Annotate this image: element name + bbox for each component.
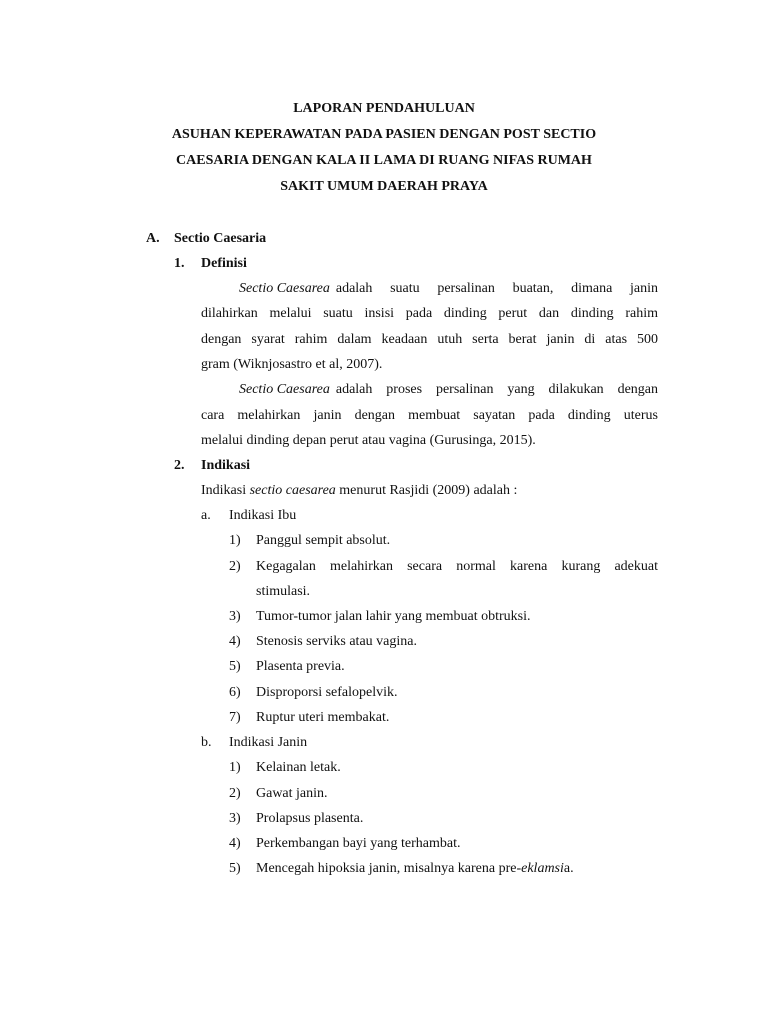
indikasi-janin-marker: b.	[201, 735, 212, 750]
definisi-marker: 1.	[174, 256, 185, 271]
definisi-p2-italic-term: Sectio Caesarea	[239, 382, 330, 397]
report-subtitle-line-3: SAKIT UMUM DAERAH PRAYA	[280, 179, 488, 194]
ibu-item-4-num: 4)	[229, 634, 241, 649]
definisi-p2-line-1	[239, 382, 658, 398]
janin-item-5-before: Mencegah hipoksia janin, misalnya karena pre-	[256, 861, 522, 876]
janin-item-3-text: Prolapsus plasenta.	[256, 811, 364, 826]
report-title: LAPORAN PENDAHULUAN	[293, 101, 475, 116]
ibu-item-5-num: 5)	[229, 659, 241, 674]
report-subtitle-line-2: CAESARIA DENGAN KALA II LAMA DI RUANG NIFAS RUMAH	[176, 153, 592, 168]
ibu-item-2-line-1	[256, 559, 658, 575]
janin-item-4-num: 4)	[229, 836, 241, 851]
definisi-p1-line-3	[201, 332, 658, 348]
definisi-p1-line-1	[239, 281, 658, 297]
report-subtitle-line-1: ASUHAN KEPERAWATAN PADA PASIEN DENGAN POST SECTIO	[171, 127, 597, 142]
ibu-item-2-num: 2)	[229, 559, 241, 574]
ibu-item-2-cont: stimulasi.	[256, 584, 311, 599]
definisi-p1-line-3-text: dengan syarat rahim dalam keadaan utuh serta berat janin di atas 500	[201, 332, 658, 347]
definisi-p2-line-2	[201, 408, 658, 424]
janin-item-2-num: 2)	[229, 786, 241, 801]
indikasi-ibu-marker: a.	[201, 508, 211, 523]
janin-item-5-num: 5)	[229, 861, 241, 876]
janin-item-5-after: a.	[563, 861, 574, 876]
definisi-p2-line-1-text: adalah proses persalinan yang dilakukan dengan	[335, 382, 658, 397]
janin-item-2-text: Gawat janin.	[256, 786, 328, 801]
definisi-p2-line-2-text: cara melahirkan janin dengan membuat sayatan pada dinding uterus	[201, 408, 658, 423]
definisi-p1-line-2-text: dilahirkan melalui suatu insisi pada dinding perut dan dinding rahim	[201, 306, 658, 321]
indikasi-intro-italic: sectio caesarea	[249, 483, 336, 498]
definisi-p1-line-1-text: adalah suatu persalinan buatan, dimana janin	[335, 281, 658, 296]
janin-item-5-italic: eklamsi	[521, 861, 564, 876]
ibu-item-2-text: Kegagalan melahirkan secara normal karena kurang adekuat	[256, 559, 658, 574]
janin-item-5-text	[256, 861, 574, 877]
ibu-item-1-text: Panggul sempit absolut.	[256, 533, 391, 548]
section-a-marker: A.	[146, 231, 160, 246]
ibu-item-5-text: Plasenta previa.	[256, 659, 345, 674]
section-a-heading: Sectio Caesaria	[174, 231, 267, 246]
ibu-item-6-num: 6)	[229, 685, 241, 700]
ibu-item-4-text: Stenosis serviks atau vagina.	[256, 634, 417, 649]
definisi-heading: Definisi	[201, 256, 247, 271]
definisi-p1-line-4: gram (Wiknjosastro et al, 2007).	[201, 357, 383, 372]
definisi-p1-italic-term: Sectio Caesarea	[239, 281, 330, 296]
ibu-item-3-text: Tumor-tumor jalan lahir yang membuat obtruksi.	[256, 609, 531, 624]
indikasi-intro-after: menurut Rasjidi (2009) adalah :	[339, 483, 518, 498]
definisi-p1-line-2	[201, 306, 658, 322]
definisi-p2-line-3: melalui dinding depan perut atau vagina (Gurusinga, 2015).	[201, 433, 536, 448]
ibu-item-7-text: Ruptur uteri membakat.	[256, 710, 390, 725]
janin-item-3-num: 3)	[229, 811, 241, 826]
ibu-item-6-text: Disproporsi sefalopelvik.	[256, 685, 398, 700]
indikasi-heading: Indikasi	[201, 458, 251, 473]
ibu-item-1-num: 1)	[229, 533, 241, 548]
indikasi-intro-before: Indikasi	[201, 483, 247, 498]
indikasi-marker: 2.	[174, 458, 185, 473]
janin-item-1-text: Kelainan letak.	[256, 760, 341, 775]
indikasi-intro	[201, 483, 517, 499]
janin-item-1-num: 1)	[229, 760, 241, 775]
ibu-item-7-num: 7)	[229, 710, 241, 725]
indikasi-ibu-heading: Indikasi Ibu	[229, 508, 297, 523]
indikasi-janin-heading: Indikasi Janin	[229, 735, 308, 750]
ibu-item-3-num: 3)	[229, 609, 241, 624]
janin-item-4-text: Perkembangan bayi yang terhambat.	[256, 836, 461, 851]
